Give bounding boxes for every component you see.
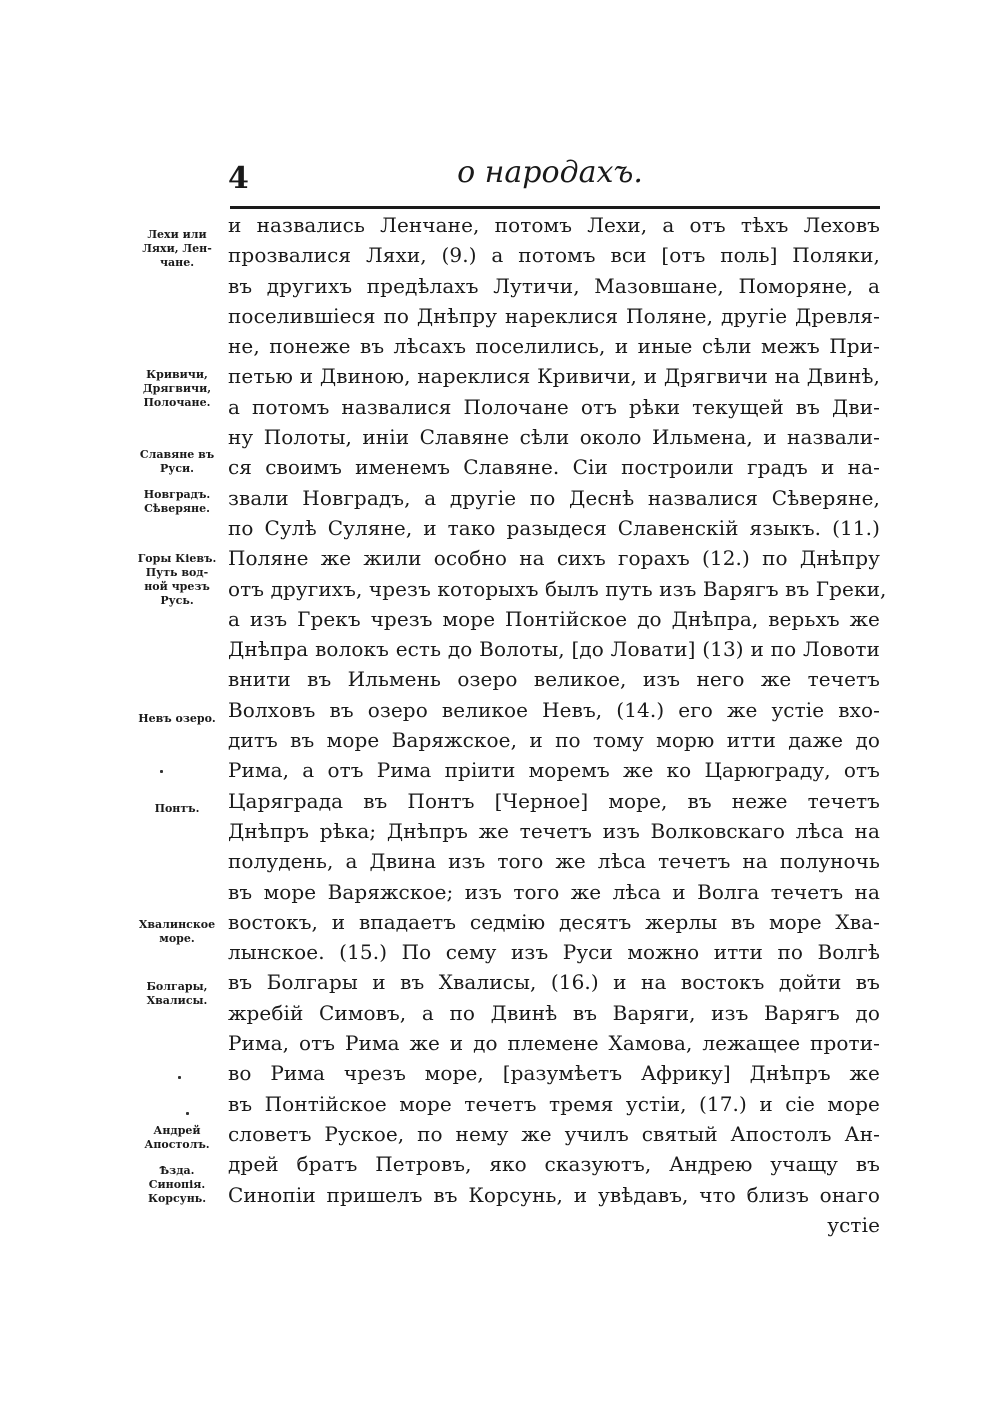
text-line: въ море Варяжское; изъ того же лѣса и Волга течетъ на: [228, 879, 880, 904]
text-line: дитъ въ море Варяжское, и по тому морю итти даже до: [228, 728, 880, 753]
catchword: устіе: [827, 1212, 880, 1237]
text-line: и назвались Ленчане, потомъ Лехи, а отъ тѣхъ Леховъ: [228, 213, 880, 237]
ink-speck: [160, 770, 163, 773]
text-line: въ другихъ предѣлахъ Лутичи, Мазовшане, Поморяне, а: [228, 273, 880, 298]
text-line: въ Болгары и въ Хвалисы, (16.) и на востокъ дойти въ: [228, 970, 880, 995]
text-line: петью и Двиною, нареклися Кривичи, и Дрягвичи на Двинѣ,: [228, 364, 880, 389]
text-line: Днѣпра волокъ есть до Волоты, [до Ловати] (13) и по Ловоти: [228, 637, 880, 662]
text-line: дрей братъ Петровъ, яко сказуютъ, Андрею учащу въ: [228, 1152, 880, 1177]
margin-note: Понтъ.: [154, 802, 200, 815]
text-line: прозвалися Ляхи, (9.) а потомъ вси [отъ поль] Поляки,: [228, 243, 880, 268]
margin-note: Новградъ. Сѣверяне.: [143, 488, 211, 515]
text-line: Рима, отъ Рима же и до племене Хамова, лежащее проти-: [228, 1031, 880, 1056]
header-rule: [230, 206, 880, 209]
text-line: а потомъ назвалися Полочане отъ рѣки текущей въ Дви-: [228, 394, 880, 419]
margin-note: Кривичи, Дрягвичи, Полочане.: [142, 368, 212, 409]
margin-note: Андрей Апостолъ.: [144, 1124, 210, 1151]
page-number: 4: [228, 161, 249, 196]
text-line: полудень, а Двина изъ того же лѣса течетъ на полуночь: [228, 849, 880, 874]
text-line: а изъ Грекъ чрезъ море Понтійское до Днѣпра, верьхъ же: [228, 606, 880, 631]
text-line: внити въ Ильмень озеро великое, изъ него же течетъ: [228, 667, 880, 692]
text-line: по Сулѣ Суляне, и тако разыдеся Славенскій языкъ. (11.): [228, 515, 880, 540]
ink-speck: [186, 1112, 189, 1115]
text-line: поселившіеся по Днѣпру нареклися Поляне, другіе Древля-: [228, 303, 880, 328]
text-line: не, понеже въ лѣсахъ поселились, и иные сѣли межъ При-: [228, 334, 880, 359]
running-title: о народахъ.: [457, 155, 643, 190]
text-line: ну Полоты, иніи Славяне сѣли около Ильмена, и назвали-: [228, 425, 880, 450]
margin-note: Невъ озеро.: [138, 712, 216, 725]
text-line: Синопіи пришелъ въ Корсунь, и увѣдавъ, что близъ онаго: [228, 1182, 880, 1207]
text-line: Днѣпръ рѣка; Днѣпръ же течетъ изъ Волковскаго лѣса на: [228, 818, 880, 843]
margin-note: Хвалинское море.: [138, 918, 216, 945]
text-line: Волховъ въ озеро великое Невъ, (14.) его же устіе вхо-: [228, 697, 880, 722]
margin-note: Лехи или Ляхи, Лен- чане.: [142, 228, 212, 269]
text-line: во Рима чрезъ море, [разумѣетъ Африку] Днѣпръ же: [228, 1061, 880, 1086]
text-line: ся своимъ именемъ Славяне. Сіи построили градъ и на-: [228, 455, 880, 480]
text-line: словетъ Руское, по нему же училъ святый Апостолъ Ан-: [228, 1121, 880, 1146]
text-line: звали Новградъ, а другіе по Деснѣ назвалися Сѣверяне,: [228, 485, 880, 510]
text-line: отъ другихъ, чрезъ которыхъ былъ путь изъ Варягъ въ Греки,: [228, 576, 887, 601]
text-line: жребій Симовъ, а по Двинѣ въ Варяги, изъ Варягъ до: [228, 1000, 880, 1025]
text-line: въ Понтійское море течетъ тремя устіи, (17.) и сіе море: [228, 1091, 880, 1116]
ink-speck: [178, 1076, 181, 1079]
text-line: Царяграда въ Понтъ [Черное] море, въ неже течетъ: [228, 788, 880, 813]
margin-note: Славяне въ Руси.: [139, 448, 215, 475]
main-text: [228, 210, 887, 1240]
text-line: лынское. (15.) По сему изъ Руси можно итти по Волгѣ: [228, 940, 880, 965]
text-line: Поляне же жили особно на сихъ горахъ (12.) по Днѣпру: [228, 546, 880, 571]
margin-note: Горы Кіевъ. Путь вод- ной чрезъ Русь.: [137, 552, 217, 607]
text-line: востокъ, и впадаетъ седмію десятъ жерлы въ море Хва-: [228, 909, 880, 934]
margin-note: Ѣзда. Синопія. Корсунь.: [147, 1164, 207, 1205]
text-line: Рима, а отъ Рима пріити моремъ же ко Царюграду, отъ: [228, 758, 880, 783]
margin-note: Болгары, Хвалисы.: [146, 980, 208, 1007]
